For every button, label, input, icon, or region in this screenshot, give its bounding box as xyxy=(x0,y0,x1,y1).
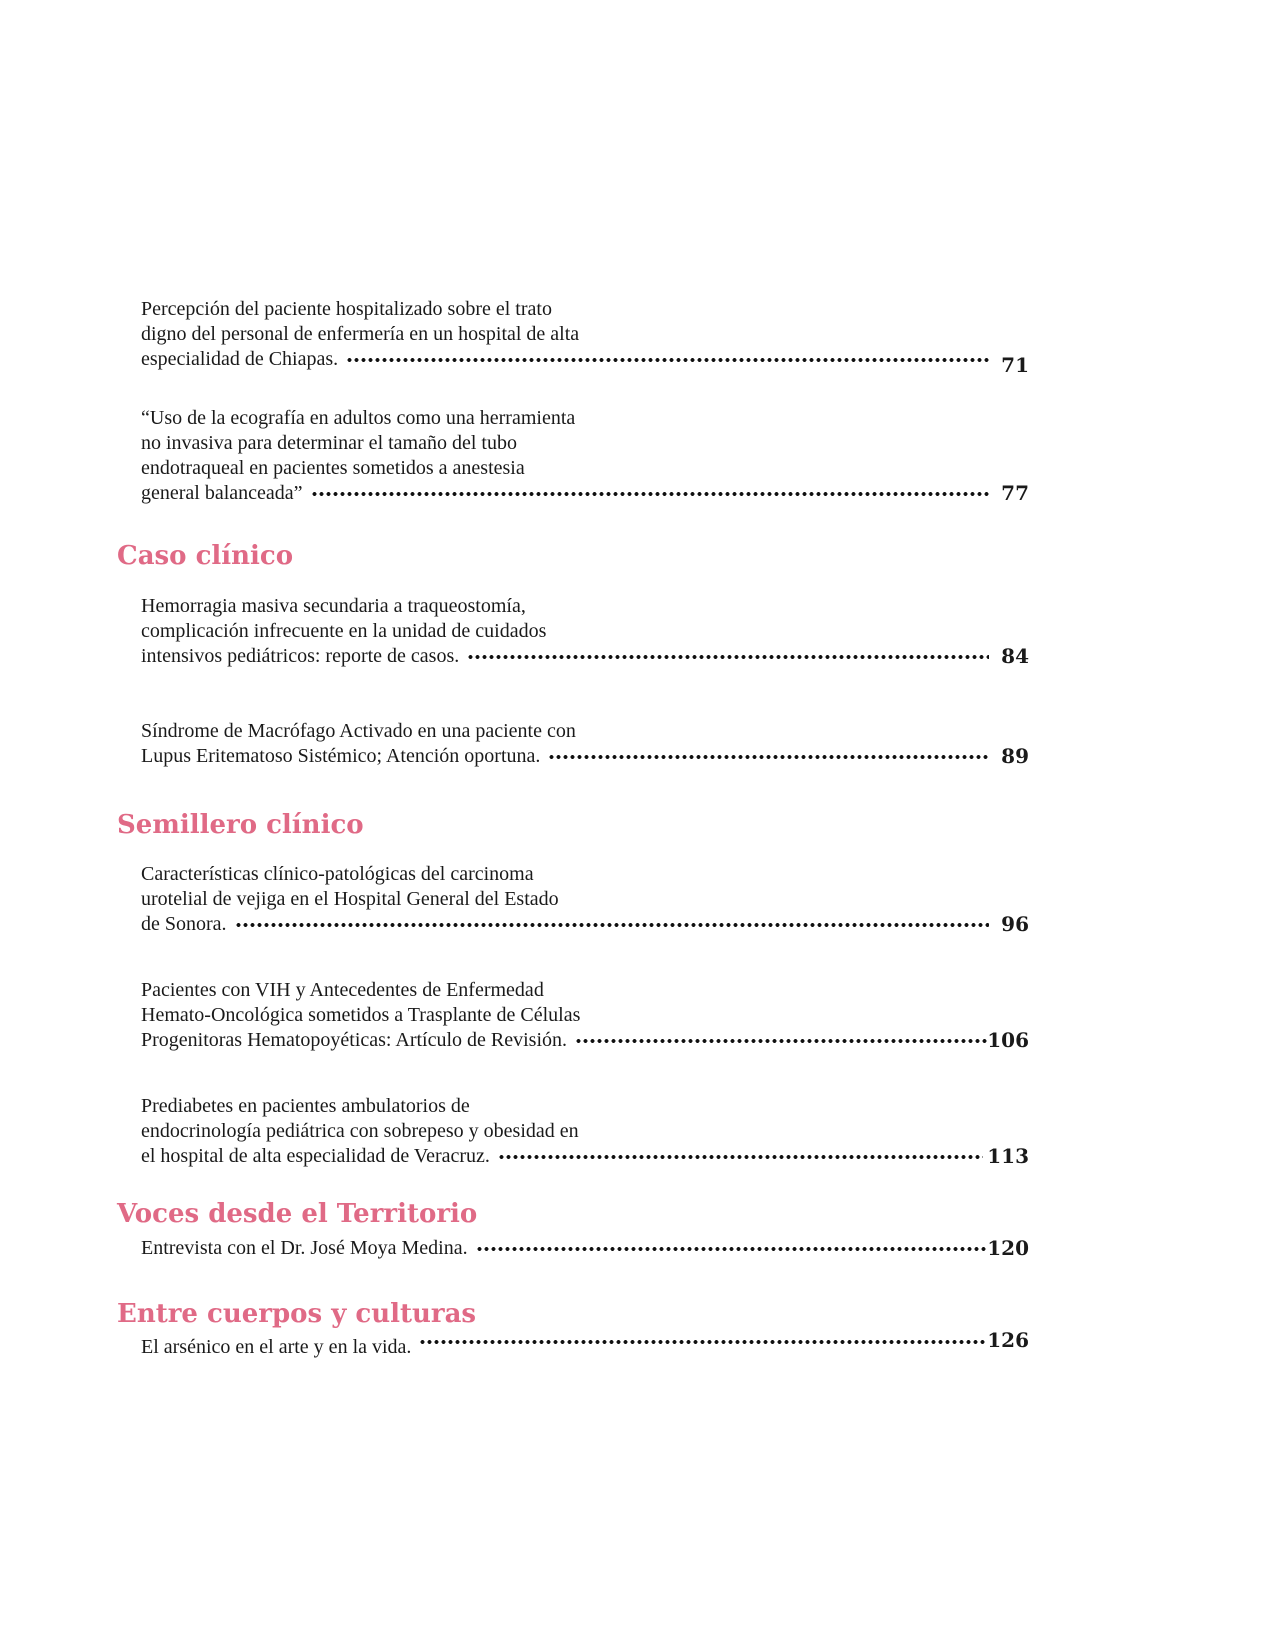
page-number: 120 xyxy=(987,1236,1029,1260)
entry-title-line: endocrinología pediátrica con sobrepeso y obesidad en xyxy=(141,1120,579,1142)
section-heading-caso-clinico: Caso clínico xyxy=(117,541,294,571)
entry-title-line: El arsénico en el arte y en la vida. xyxy=(141,1336,412,1358)
dot-leader xyxy=(548,754,989,760)
section-heading-voces-desde-el-territorio: Voces desde el Territorio xyxy=(117,1199,478,1229)
entry-title-line: especialidad de Chiapas. xyxy=(141,348,339,370)
entry-title-line: de Sonora. xyxy=(141,913,227,935)
toc-entry[interactable] xyxy=(141,862,1029,937)
entry-last-line xyxy=(141,1328,1029,1358)
page-number: 89 xyxy=(1001,744,1029,768)
entry-title-line: complicación infrecuente en la unidad de cuidados xyxy=(141,620,547,642)
entry-title-line: endotraqueal en pacientes sometidos a anestesia xyxy=(141,457,525,479)
entry-title-line: intensivos pediátricos: reporte de casos. xyxy=(141,645,460,667)
toc-entry[interactable] xyxy=(141,297,1029,377)
dot-leader xyxy=(575,1038,987,1044)
toc-entry[interactable] xyxy=(141,1328,1029,1358)
page-number: 113 xyxy=(987,1144,1029,1168)
page-number: 77 xyxy=(1001,481,1029,505)
entry-title-line: Prediabetes en pacientes ambulatorios de xyxy=(141,1095,470,1117)
page-number: 84 xyxy=(1001,644,1029,668)
page-number: 96 xyxy=(1001,912,1029,936)
dot-leader xyxy=(498,1154,983,1160)
entry-last-line xyxy=(141,912,1029,937)
dot-leader xyxy=(346,357,989,363)
toc-entry[interactable] xyxy=(141,1094,1029,1169)
dot-leader xyxy=(419,1339,987,1345)
entry-title-line: Pacientes con VIH y Antecedentes de Enfermedad xyxy=(141,979,544,1001)
entry-title-line: Progenitoras Hematopoyéticas: Artículo de Revisión. xyxy=(141,1029,568,1051)
entry-title-line: Hemorragia masiva secundaria a traqueostomía, xyxy=(141,595,526,617)
entry-last-line xyxy=(141,744,1029,769)
toc-entry[interactable] xyxy=(141,594,1029,669)
entry-title-line: “Uso de la ecografía en adultos como una herramienta xyxy=(141,407,576,429)
entry-last-line xyxy=(141,347,1029,377)
toc-entry[interactable] xyxy=(141,1236,1029,1261)
entry-title-line: Hemato-Oncológica sometidos a Trasplante de Células xyxy=(141,1004,581,1026)
entry-title-line: el hospital de alta especialidad de Veracruz. xyxy=(141,1145,490,1167)
entry-last-line xyxy=(141,481,1029,506)
entry-last-line xyxy=(141,1236,1029,1261)
dot-leader xyxy=(235,922,989,928)
entry-last-line xyxy=(141,1028,1029,1053)
dot-leader xyxy=(476,1246,988,1252)
entry-title-line: general balanceada” xyxy=(141,482,303,504)
toc-entry[interactable] xyxy=(141,978,1029,1053)
entry-title-line: urotelial de vejiga en el Hospital General del Estado xyxy=(141,888,559,910)
page-number: 71 xyxy=(1001,353,1029,377)
page-number: 106 xyxy=(987,1028,1029,1052)
entry-title-line: Síndrome de Macrófago Activado en una paciente con xyxy=(141,720,576,742)
toc-entry[interactable] xyxy=(141,719,1029,769)
entry-title-line: Lupus Eritematoso Sistémico; Atención oportuna. xyxy=(141,745,541,767)
entry-last-line xyxy=(141,644,1029,669)
entry-title-line: no invasiva para determinar el tamaño del tubo xyxy=(141,432,517,454)
entry-title-line: Entrevista con el Dr. José Moya Medina. xyxy=(141,1237,468,1259)
page-number: 126 xyxy=(987,1328,1029,1352)
entry-title-line: Percepción del paciente hospitalizado sobre el trato xyxy=(141,298,552,320)
dot-leader xyxy=(311,491,989,497)
entry-last-line xyxy=(141,1144,1029,1169)
toc-entry[interactable] xyxy=(141,406,1029,506)
entry-title-line: Características clínico-patológicas del carcinoma xyxy=(141,863,534,885)
section-heading-entre-cuerpos-y-culturas: Entre cuerpos y culturas xyxy=(117,1299,477,1329)
dot-leader xyxy=(467,654,989,660)
section-heading-semillero-clinico: Semillero clínico xyxy=(117,810,364,840)
entry-title-line: digno del personal de enfermería en un hospital de alta xyxy=(141,323,580,345)
